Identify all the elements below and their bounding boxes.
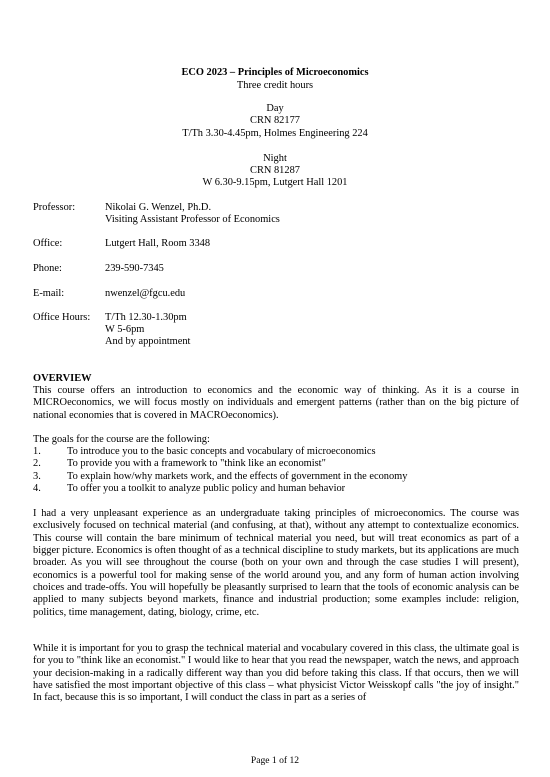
professor-label: Professor: bbox=[33, 202, 76, 213]
phone-value: 239-590-7345 bbox=[105, 263, 164, 274]
course-title: ECO 2023 – Principles of Microeconomics bbox=[181, 67, 369, 78]
office-value: Lutgert Hall, Room 3348 bbox=[105, 238, 211, 249]
office-label: Office: bbox=[33, 238, 63, 249]
page-number: Page 1 of 12 bbox=[250, 755, 300, 766]
office-hours-line-3: And by appointment bbox=[105, 336, 191, 347]
office-hours-line-2: W 5-6pm bbox=[105, 324, 145, 335]
goal-paragraph: While it is important for you to grasp the technical material and vocabulary covered in this class, the ultimate goal is for you to "think like an economist." I would like to hear that you read the newspaper, watch the news, and approach your decision-making in a radically different way than you did before taking this class. If that occurs, then we will have satisfied the most important objective of this class – what physicist Victor Weisskopf calls "the joy of insight." In fact, because this is so important, I will conduct the class in part as a series of bbox=[33, 643, 519, 704]
credit-hours: Three credit hours bbox=[236, 80, 314, 91]
professor-name: Nikolai G. Wenzel, Ph.D. bbox=[105, 202, 212, 213]
night-section-label: Night bbox=[263, 153, 287, 164]
experience-paragraph: I had a very unpleasant experience as an undergraduate taking principles of microeconomics. The course was exclusively focused on technical material (and confusing, at that), without any attempt to contextualize economics. This course will contain the bare minimum of technical material you need, but will treat economics as part of a bigger picture. Economics is often thought of as a technical discipline to study markets, but its applications are much broader. As you will see throughout the course (both on your own and through the case studies I will present), economics is a powerful tool for making sense of the world around you, and any form of human action involving choices and trade-offs. You will hopefully be pleasantly surprised to learn that the tools of economic analysis can be applied to many subjects beyond markets, finance and industrial production; some examples include: religion, politics, time management, dating, biology, crime, etc. bbox=[33, 508, 519, 618]
goal-number: 4. bbox=[33, 483, 41, 494]
day-section-label: Day bbox=[266, 103, 284, 114]
goal-number: 1. bbox=[33, 446, 41, 457]
overview-intro: This course offers an introduction to economics and the economic way of thinking. As it is a course in MICROeconomics, we will focus mostly on individuals and emergent patterns (rather than on the big picture of national economies that is covered in MACROeconomics). bbox=[33, 385, 519, 421]
phone-label: Phone: bbox=[33, 263, 62, 274]
email-value: nwenzel@fgcu.edu bbox=[105, 288, 186, 299]
professor-title: Visiting Assistant Professor of Economics bbox=[105, 214, 280, 225]
night-section-schedule: W 6.30-9.15pm, Lutgert Hall 1201 bbox=[202, 177, 348, 188]
goal-text: To introduce you to the basic concepts and vocabulary of microeconomics bbox=[67, 446, 376, 457]
goal-text: To explain how/why markets work, and the effects of government in the economy bbox=[67, 471, 408, 482]
goal-number: 2. bbox=[33, 458, 41, 469]
day-section-schedule: T/Th 3.30-4.45pm, Holmes Engineering 224 bbox=[182, 128, 368, 139]
goal-number: 3. bbox=[33, 471, 41, 482]
goal-text: To provide you with a framework to "think like an economist" bbox=[67, 458, 326, 469]
office-hours-line-1: T/Th 12.30-1.30pm bbox=[105, 312, 187, 323]
night-section-crn: CRN 81287 bbox=[250, 165, 300, 176]
day-section-crn: CRN 82177 bbox=[250, 115, 300, 126]
goals-intro: The goals for the course are the following: bbox=[33, 434, 210, 445]
office-hours-label: Office Hours: bbox=[33, 312, 91, 323]
email-label: E-mail: bbox=[33, 288, 65, 299]
overview-heading: OVERVIEW bbox=[33, 373, 92, 384]
goal-text: To offer you a toolkit to analyze public policy and human behavior bbox=[67, 483, 346, 494]
